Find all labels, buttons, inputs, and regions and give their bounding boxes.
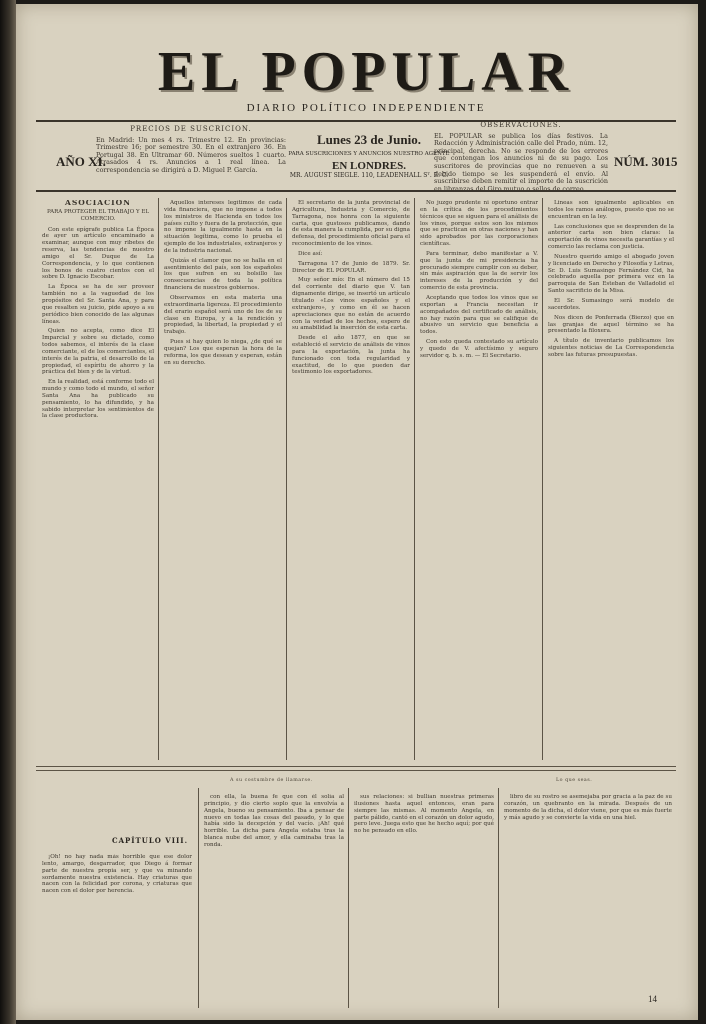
paragraph: Muy señor mío: En el número del 15 del corriente del diario que V. tan dignamente dirige, se insertó un artículo titulado «Los vinos españoles y el extranjero», y como en él se hacen apreciaciones que no están de acuerdo con la verdad de los hechos, espero de su amabilidad la inserción de esta carta.: [292, 277, 410, 332]
london-title: EN LONDRES.: [332, 160, 406, 172]
paragraph: Lineas son igualmente aplicables en todos los ramos análogos, puesto que no se encuentran en la ley.: [548, 200, 674, 220]
paragraph: Tarragona 17 de Junio de 1879. Sr. Director de EL POPULAR.: [292, 260, 410, 274]
paragraph: Quien no acepta, como dice El Imparcial y sobre su dictado, como todos sabemos, el interés de la clase comerciante, el de los comerciantes, el interés de la patria, el desarrollo de la propiedad, el espíritu de ahorro y la práctica del bien y de la virtud.: [42, 328, 154, 376]
column-divider: [498, 788, 499, 1008]
paragraph: Con esto queda contestado su artículo y quedo de V. afectísimo y seguro servidor q. b. s. m. — El Secretario.: [420, 339, 538, 359]
column-3: [292, 200, 410, 760]
masthead-title: EL POPULAR: [157, 41, 575, 103]
column-1: [42, 200, 154, 760]
paragraph: Con este epígrafe publica La Época de ayer un artículo encaminado a examinar, aunque con muy ribetes de reserva, las tendencias de nuestro amigo el Sr. Duque de La Correspondencia, y lo que contienen los bonos de cuatro cientos con el sobre D. Ignacio Escobar.: [42, 226, 154, 281]
column-divider: [286, 198, 287, 760]
paragraph: A título de inventario publicamos los siguientes noticias de La Correspondencia sobre las futuras presupuestas.: [548, 338, 674, 358]
paragraph: Pues si hay quien lo niega, ¿de qué se quejan? Los que esperan la hora de la reforma, los que desean y esperan, están en su derecho.: [164, 339, 282, 366]
paragraph: La Época se ha de ser proveer también no a la vaguedad de los propósitos del Sr. Santa Ana, y para que resalten su juicio, pide apoyo a su periódico bien conocido de las algunas líneas.: [42, 284, 154, 325]
paragraph: El Sr. Sumasingo será modelo de sacerdotes.: [548, 297, 674, 311]
paragraph: Desde el año 1877, en que se estableció el servicio de análisis de vinos para la exportación, la junta ha funcionado con toda regularidad y exactitud, de lo que pueden dar testimonio los exportadores.: [292, 335, 410, 376]
subscription-box: [96, 126, 286, 184]
running-head-right: Lo que seas.: [556, 778, 593, 783]
paragraph: libro de su rostro se asemejaba por gracia a la paz de su corazón, un quebranto en la mirada. Después de un momento de la dicha, el dolor viene, por que es más fuerte y más agudo y se convierte la vida en una hiel.: [504, 794, 672, 821]
serial-column-1: [42, 854, 192, 1012]
column-divider: [198, 788, 199, 1008]
paragraph: Las conclusiones que se desprenden de la anterior carta son bien claras: la exportación de vinos necesita garantías y el comercio las reclama con justicia.: [548, 223, 674, 251]
column-1-subheading: PARA PROTEGER EL TRABAJO Y EL COMERCIO.: [46, 208, 150, 222]
paragraph: En la realidad, está conforme todo el mundo y como todo el mundo, el señor Santa Ana ha publicado su pensamiento, lo ha difundido, y ha sabido interpretar los sentimientos de la clase productora.: [42, 379, 154, 420]
section-rule: [36, 766, 676, 767]
paragraph: con ella, la buena fe que con él solía al principio, y dio cierto soplo que la envolvía a Angela, bueno su pensamiento. Iba a pensar de nuevo en todas las cosas del pasado, y lo que había sido la decepción y del vacío. ¡Ah! qué horrible. La dicha para Angela estaba tras la blanca nube del amor, y ella caminaba tras la ronda.: [204, 794, 344, 848]
observations-box: [434, 121, 608, 193]
paragraph: ¡Oh! no hay nada más horrible que ese dolor lento, amargo, desgarrador, que Diego á formar parte de nuestra propia ser, y que va minando sordamente nuestra existencia. Hay criaturas que nacen con la felicidad por corona, y criaturas que nacen con el dolor por herencia.: [42, 854, 192, 895]
chapter-heading: CAPÍTULO VIII.: [112, 836, 189, 845]
section-rule: [36, 770, 676, 771]
paragraph: Nos dicen de Ponferrada (Bierzo) que en las granjas de aquel término se ha presentado la filoxera.: [548, 314, 674, 335]
paragraph: Nuestro querido amigo el abogado joven y licenciado en Derecho y Filosofía y Letras, Sr. D. Luis Sumasingo Fernández Cid, ha celebrado aquella por primera vez en la parroquia de San Esteban de Valladolid el Santo sacrificio de la Misa.: [548, 253, 674, 295]
paragraph: Para terminar, debo manifestar a V. que la junta de mi presidencia ha procurado siempre cumplir con su deber, sin más aspiración que la de servir los intereses de la producción y del comercio de esta provincia.: [420, 250, 538, 292]
serial-column-4: [504, 794, 672, 994]
column-divider: [158, 198, 159, 760]
subscription-text: En Madrid: Un mes 4 rs. Trimestre 12. En provincias: Trimestre 16; por semestre 30. En el extranjero 36. En Portugal 38. En Ultramar 60. Números sueltos 1 cuarto. Atrasados 4 rs. Anuncios a 1 real línea. La correspondencia se dirigirá a D. Miguel P. García.: [96, 135, 286, 174]
newspaper-page: [16, 4, 698, 1020]
subscription-title: PRECIOS DE SUSCRICION.: [130, 125, 252, 133]
masthead-subtitle: DIARIO POLÍTICO INDEPENDIENTE: [246, 102, 486, 114]
serial-column-3: [354, 794, 494, 1012]
serial-column-2: [204, 794, 344, 1012]
year-label: AÑO XI.: [56, 154, 106, 169]
paragraph: Quizás el clamor que no se halla en el asentimiento del país, son los españoles los que sufren en su bolsillo las consecuencias de toda la política financiera de nuestros gobiernos.: [164, 257, 282, 292]
observations-text: EL POPULAR se publica los días festivos. La Redacción y Administración calle del Prado, núm. 12, principal, derecha. No se responde de los errores que contengan los anuncios ni de su pago. Los suscritores de provincias que no renueven a su debido tiempo se les suspenderá el envío. Al suscribirse deben remitir el importe de la suscrición en libranzas del Giro mutuo o sellos de correo.: [434, 131, 608, 193]
column-4: [420, 200, 538, 760]
column-1-heading: ASOCIACION: [65, 200, 131, 207]
issue-number: NÚM. 3015: [614, 154, 678, 169]
issue-date: Lunes 23 de Junio.: [316, 132, 422, 147]
paragraph: El secretario de la junta provincial de Agricultura, Industria y Comercio, de Tarragona, nos honra con la siguiente carta, que gustosos publicamos, dando de esta manera la cumplida, por su digna defensa, del procedimiento oficial para el reconocimiento de los vinos.: [292, 200, 410, 248]
paragraph: Aceptando que todos los vinos que se exportan a Francia necesitan ir acompañados del certificado de análisis, no hay razón para que se califique de abusivo un servicio que beneficia a todos.: [420, 294, 538, 336]
column-divider: [542, 198, 543, 760]
column-divider: [414, 198, 415, 760]
page-marker: 14: [648, 994, 657, 1004]
column-5: [548, 200, 674, 760]
london-agent: MR. AUGUST SIEGLE. 110, LEADENHALL Sᵀ. E. C.: [289, 172, 449, 179]
running-head: A su costumbre de llamarse.: [230, 778, 313, 783]
paragraph: No juzgo prudente ni oportuno entrar en la crítica de los procedimientos técnicos que se siguen para el análisis de los vinos, porque estos son los mismos que se practican en otras naciones y han sido aprobados por las corporaciones científicas.: [420, 200, 538, 248]
paragraph: sus relaciones: si bullían nuestras primeras ilusiones hasta aquel entonces, eran para siempre las mismas. Al momento Angela, en parte pálido, cantó en el corazón un dolor agudo, pero leve. Juega esto que he hecho aquí; por qué no he pensado en ello.: [354, 794, 494, 835]
paragraph: Aquellos intereses legítimos de cada vida financiera, que no impone a todos los ministros de Hacienda en todos los países culto y fuera de la protección, que no impone la igualmente hasta en la situación legítima, como lo prueba el ejemplo de los industriales, extranjeros y de la industria nacional.: [164, 200, 282, 254]
paragraph: Observamos en esta materia una extraordinaria ligereza. El procedimiento del erario español será uno de los de su clase en Europa, y a la rendición y propiedad, la libertad, la propiedad y el trabajo.: [164, 294, 282, 336]
london-note: PARA SUSCRICIONES Y ANUNCIOS NUESTRO AGENTE: [288, 151, 450, 157]
column-divider: [348, 788, 349, 1008]
book-spine: [0, 0, 16, 1024]
date-block: [284, 132, 454, 179]
column-2: [164, 200, 282, 760]
observations-title: OBSERVACIONES.: [480, 121, 562, 129]
paragraph: Dice así:: [298, 250, 323, 257]
